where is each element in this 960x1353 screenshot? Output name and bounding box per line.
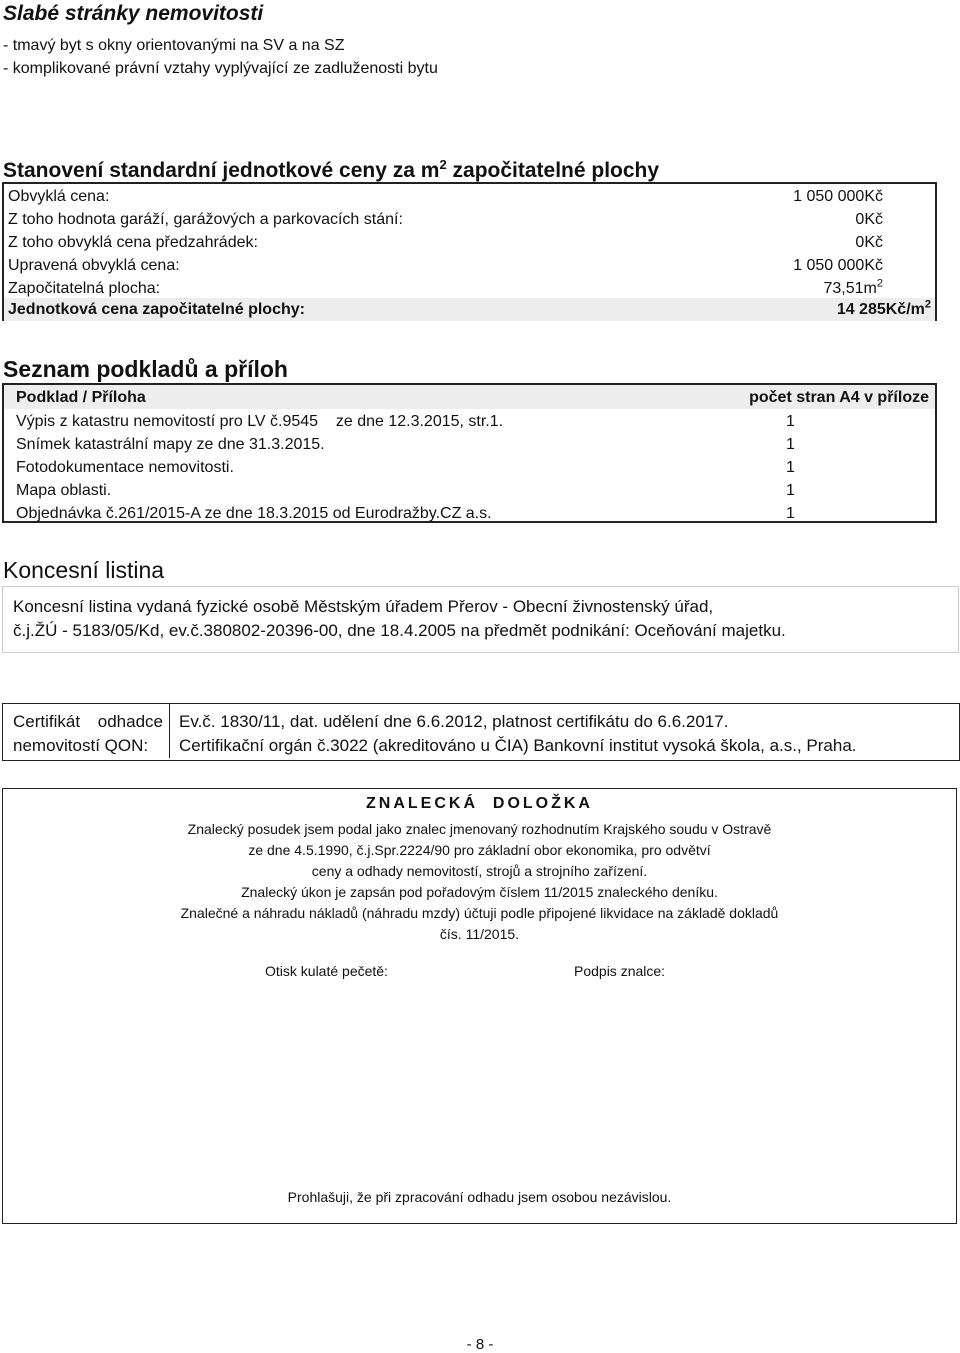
expert-clause-line: čís. 11/2015. bbox=[439, 926, 520, 942]
unit-price-label: Jednotková cena započitatelné plochy: bbox=[8, 301, 305, 318]
attachments-heading: Seznam podkladů a příloh bbox=[3, 356, 288, 382]
certificate-divider bbox=[169, 704, 170, 758]
attachment-pages: 1 bbox=[786, 482, 795, 499]
stamp-label: Otisk kulaté pečetě: bbox=[265, 963, 388, 979]
price-row-label: Z toho hodnota garáží, garážových a parkovacích stání: bbox=[8, 211, 403, 228]
certificate-label-line: nemovitostí QON: bbox=[13, 736, 149, 755]
attachment-pages: 1 bbox=[786, 459, 795, 476]
expert-clause-title: ZNALECKÁ DOLOŽKA bbox=[366, 795, 593, 812]
attachment-row bbox=[16, 502, 935, 525]
attachment-row bbox=[16, 479, 935, 502]
price-row bbox=[6, 254, 883, 277]
attachments-header-row bbox=[4, 385, 935, 409]
price-row bbox=[6, 231, 883, 254]
attachments-table bbox=[2, 383, 937, 523]
price-row-value: 0Kč bbox=[855, 234, 883, 251]
weak-points-heading: Slabé stránky nemovitosti bbox=[3, 2, 264, 25]
independence-declaration: Prohlašuji, že při zpracování odhadu jsem osobou nezávislou. bbox=[287, 1189, 672, 1205]
license-box bbox=[2, 586, 959, 653]
price-row bbox=[6, 277, 883, 300]
attachment-pages: 1 bbox=[786, 505, 795, 522]
expert-clause-line: ceny a odhady nemovitostí, strojů a strojního zařízení. bbox=[311, 863, 648, 879]
price-row-label: Obvyklá cena: bbox=[8, 188, 110, 205]
certificate-details bbox=[179, 710, 857, 758]
unit-price-row bbox=[4, 298, 935, 321]
certificate-label-line: Certifikát odhadce bbox=[13, 712, 163, 731]
weak-point-item: - komplikované právní vztahy vyplývající ze zadluženosti bytu bbox=[3, 60, 438, 77]
weak-point-item: - tmavý byt s okny orientovanými na SV a na SZ bbox=[3, 37, 345, 54]
attachment-row bbox=[16, 410, 935, 433]
license-heading: Koncesní listina bbox=[3, 557, 165, 583]
expert-clause-box bbox=[2, 788, 957, 1224]
expert-clause-line: Znalečné a náhradu nákladů (náhradu mzdy) účtuji podle připojené likvidace na základě dokladů bbox=[180, 905, 779, 921]
attachment-row bbox=[16, 456, 935, 479]
column-header-document: Podklad / Příloha bbox=[16, 389, 146, 406]
page-number: - 8 - bbox=[466, 1336, 494, 1353]
attachment-name: Objednávka č.261/2015-A ze dne 18.3.2015 od Eurodražby.CZ a.s. bbox=[16, 505, 492, 522]
expert-clause-line: Znalecký úkon je zapsán pod pořadovým číslem 11/2015 znaleckého deníku. bbox=[241, 884, 718, 900]
signature-label: Podpis znalce: bbox=[574, 963, 666, 979]
attachment-name: Mapa oblasti. bbox=[16, 482, 112, 499]
expert-clause-text bbox=[3, 819, 956, 945]
certificate-line: Certifikační orgán č.3022 (akreditováno u ČIA) Bankovní institut vysoká škola, a.s., Praha. bbox=[179, 736, 857, 755]
price-row-value: 0Kč bbox=[855, 211, 883, 228]
price-row-label: Upravená obvyklá cena: bbox=[8, 257, 180, 274]
column-header-pages: počet stran A4 v příloze bbox=[749, 389, 929, 406]
attachment-name: Výpis z katastru nemovitostí pro LV č.9545 ze dne 12.3.2015, str.1. bbox=[16, 413, 504, 430]
price-row bbox=[6, 208, 883, 231]
license-line: Koncesní listina vydaná fyzické osobě Městským úřadem Přerov - Obecní živnostenský úřad, bbox=[13, 597, 714, 616]
expert-clause-line: ze dne 4.5.1990, č.j.Spr.2224/90 pro základní obor ekonomika, pro odvětví bbox=[248, 842, 711, 858]
attachment-pages: 1 bbox=[786, 436, 795, 453]
price-row-value: 1 050 000Kč bbox=[793, 257, 883, 274]
attachment-pages: 1 bbox=[786, 413, 795, 430]
attachment-name: Snímek katastrální mapy ze dne 31.3.2015. bbox=[16, 436, 325, 453]
price-row-value: $73,51m^2$ bbox=[823, 277, 883, 297]
license-text bbox=[13, 595, 786, 643]
license-line: č.j.ŽÚ - 5183/05/Kd, ev.č.380802-20396-00, dne 18.4.2005 na předmět podnikání: Oceňování majetku. bbox=[13, 621, 786, 640]
certificate-line: Ev.č. 1830/11, dat. udělení dne 6.6.2012, platnost certifikátu do 6.6.2017. bbox=[179, 712, 729, 731]
price-row-label: Z toho obvyklá cena předzahrádek: bbox=[8, 234, 258, 251]
attachment-name: Fotodokumentace nemovitosti. bbox=[16, 459, 234, 476]
certificate-label bbox=[13, 710, 163, 758]
price-row-label: Započitatelná plocha: bbox=[8, 280, 161, 297]
unit-price-value: 14 $285Kč/m^2$ bbox=[836, 298, 931, 318]
attachment-row bbox=[16, 433, 935, 456]
standard-price-heading: Stanovení standardní jednotkové ceny za $m^2$ započitatelné plochy bbox=[3, 157, 660, 182]
price-row bbox=[6, 185, 883, 208]
price-row-value: 1 050 000Kč bbox=[793, 188, 883, 205]
standard-price-table bbox=[2, 182, 937, 321]
certificate-box bbox=[2, 703, 960, 761]
expert-clause-line: Znalecký posudek jsem podal jako znalec jmenovaný rozhodnutím Krajského soudu v Ostravě bbox=[187, 821, 772, 837]
